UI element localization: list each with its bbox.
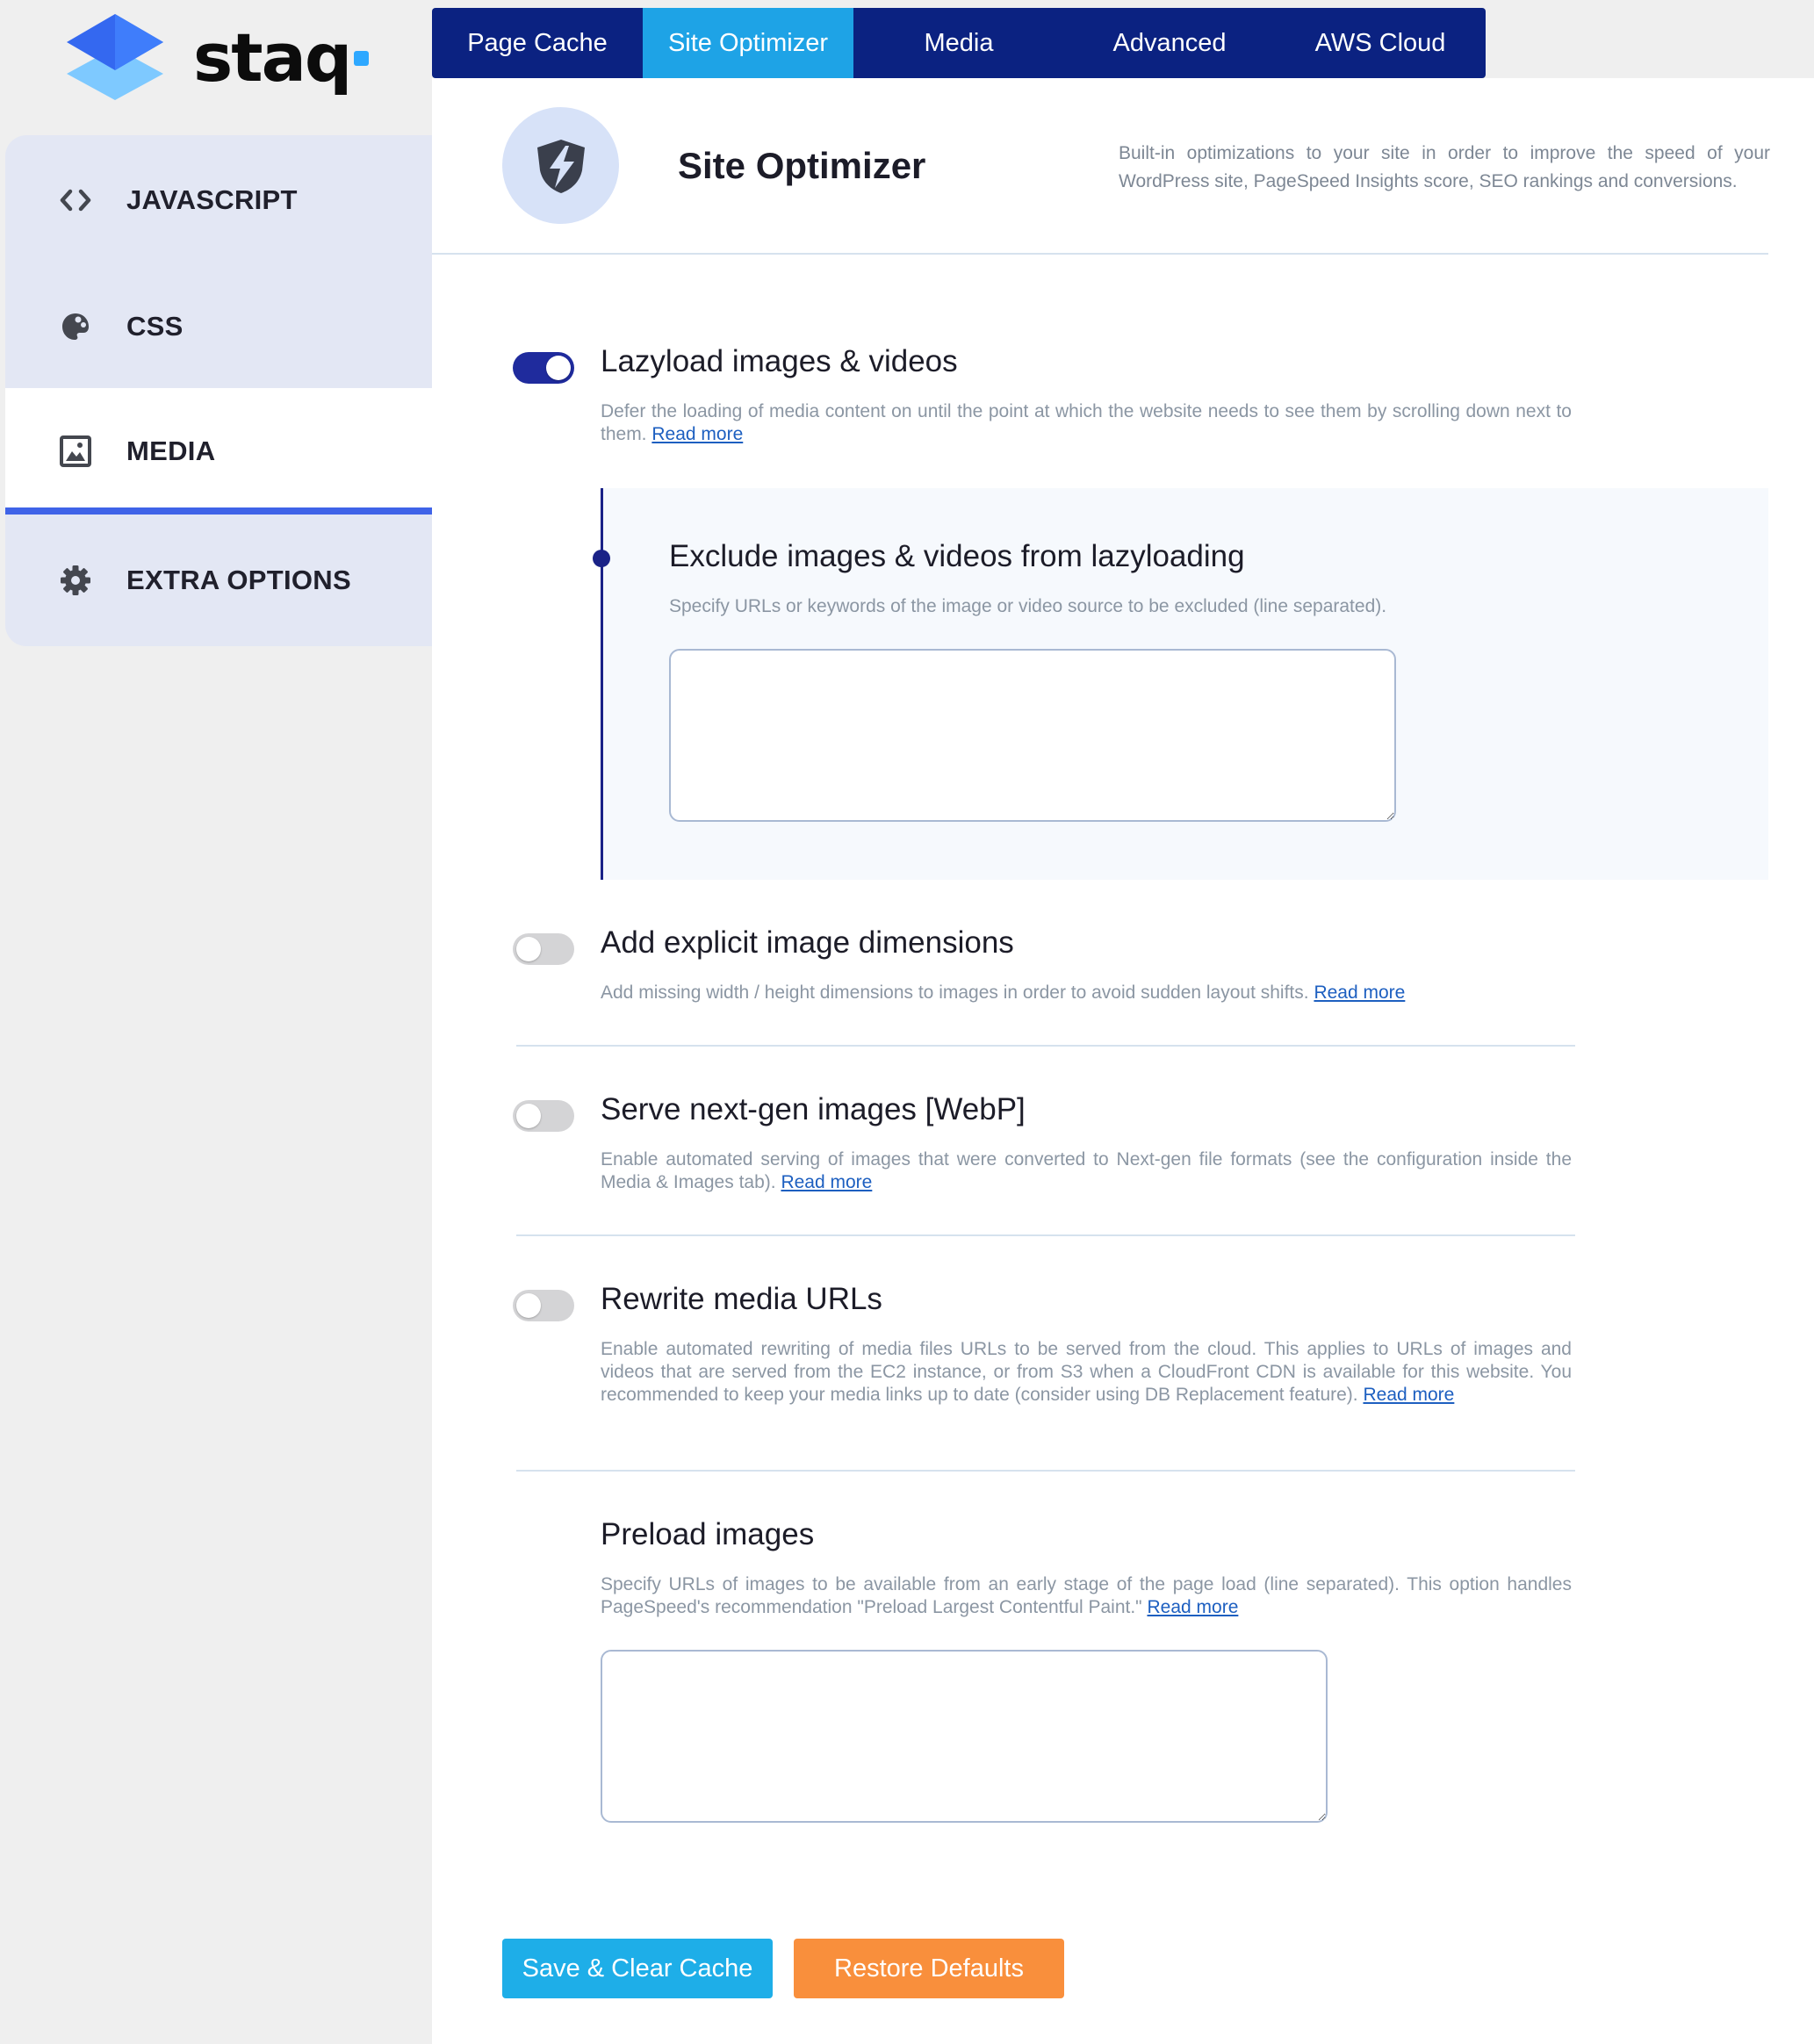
sidebar-item-label: JAVASCRIPT [126,184,298,215]
webp-toggle[interactable] [513,1100,574,1132]
lazyload-toggle[interactable] [513,352,574,384]
image-icon [56,432,95,471]
main-panel [432,78,1814,2044]
code-icon [56,181,95,220]
dimensions-description-text: Add missing width / height dimensions to images in order to avoid sudden layout shifts. [601,982,1309,1003]
toggle-knob [516,1104,541,1128]
staq-logo-icon [65,12,165,104]
sidebar-item-javascript[interactable] [5,135,432,265]
shield-bolt-icon [502,107,619,224]
active-indicator [5,507,432,515]
dimensions-toggle[interactable] [513,933,574,965]
tab-advanced[interactable]: Advanced [1112,28,1227,57]
tab-site-optimizer[interactable]: Site Optimizer [643,8,853,78]
rewrite-description-text: Enable automated rewriting of media files URLs to be served from the cloud. This applies to URLs of images and videos that are served from the EC2 instance, or from S3 when a CloudFront CDN is available for this website. You recommended to keep your media links up to date (consider using DB Replacement feature). [601,1339,1572,1405]
preload-read-more-link[interactable]: Read more [1147,1597,1239,1617]
subpanel-dot [593,550,610,567]
exclude-title: Exclude images & videos from lazyloading [669,539,1245,573]
preload-description-text: Specify URLs of images to be available from an early stage of the page load (line separated). This option handles PageSpeed's recommendation "Preload Largest Contentful Paint." [601,1574,1572,1617]
save-clear-cache-button[interactable]: Save & Clear Cache [502,1939,773,1998]
section-divider [516,1234,1575,1236]
dimensions-read-more-link[interactable]: Read more [1314,982,1406,1003]
brand-logo [65,12,381,104]
toggle-knob [516,937,541,961]
webp-read-more-link[interactable]: Read more [781,1172,873,1192]
preload-title: Preload images [601,1517,815,1551]
restore-defaults-button[interactable]: Restore Defaults [794,1939,1064,1998]
exclude-subpanel [601,488,1768,880]
rewrite-read-more-link[interactable]: Read more [1363,1385,1455,1405]
brand-name: staq [193,18,351,97]
lazyload-read-more-link[interactable]: Read more [651,424,744,444]
subpanel-line [601,488,603,880]
sidebar-item-extra-options[interactable] [5,515,432,646]
main-tabs [432,8,1486,78]
page-title: Site Optimizer [678,145,926,186]
brand-dot [354,51,369,66]
lazyload-title: Lazyload images & videos [601,344,958,378]
section-divider [516,1045,1575,1047]
dimensions-description [601,982,1572,1004]
dimensions-title: Add explicit image dimensions [601,925,1014,960]
toggle-knob [546,356,571,380]
page-description: Built-in optimizations to your site in order to improve the speed of your WordPress site, PageSpeed Insights score, SEO rankings and conversions. [1119,143,1770,191]
rewrite-toggle[interactable] [513,1290,574,1321]
sidebar-item-label: MEDIA [126,435,216,466]
header-divider [432,253,1768,255]
gear-icon [56,561,95,600]
rewrite-description [601,1338,1572,1407]
exclude-description: Specify URLs or keywords of the image or video source to be excluded (line separated). [669,596,1387,616]
tab-media[interactable]: Media [924,28,994,57]
toggle-knob [516,1293,541,1318]
webp-title: Serve next-gen images [WebP] [601,1092,1026,1126]
lazyload-description [601,400,1572,446]
sidebar-item-css[interactable] [5,265,432,388]
webp-description-text: Enable automated serving of images that were converted to Next-gen file formats (see the configuration inside the Media & Images tab). [601,1149,1572,1192]
sidebar-item-label: EXTRA OPTIONS [126,565,351,595]
exclude-textarea[interactable] [669,649,1396,822]
section-divider [516,1470,1575,1472]
lazyload-description-text: Defer the loading of media content on until the point at which the website needs to see them by scrolling down next to them. [601,401,1572,444]
sidebar-item-label: CSS [126,311,184,342]
preload-textarea[interactable] [601,1650,1328,1823]
preload-description [601,1573,1572,1619]
tab-aws-cloud[interactable]: AWS Cloud [1314,28,1446,57]
tab-page-cache[interactable]: Page Cache [467,28,608,57]
rewrite-title: Rewrite media URLs [601,1282,882,1316]
sidebar [5,135,432,646]
palette-icon [56,307,95,346]
webp-description [601,1148,1572,1194]
sidebar-item-media[interactable] [5,388,432,515]
